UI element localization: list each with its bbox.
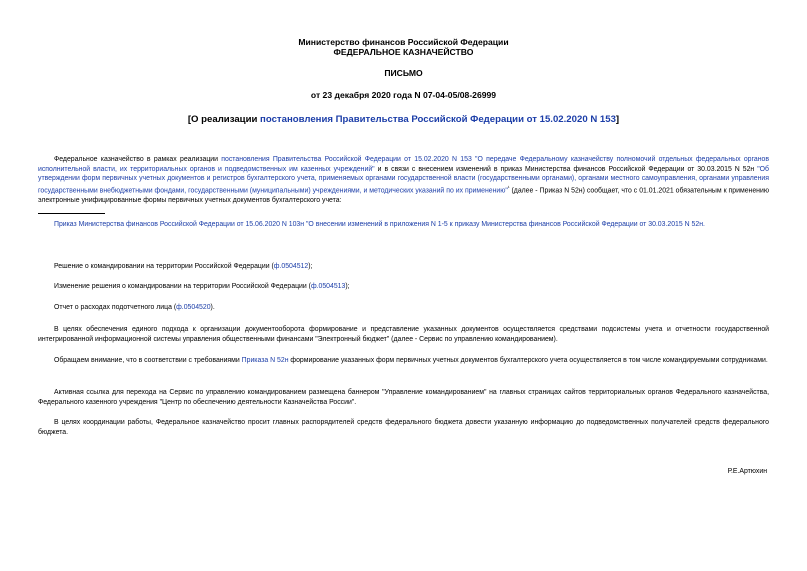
footnote-divider — [38, 213, 105, 214]
paragraph-attention — [38, 356, 769, 366]
subject-close: ] — [615, 114, 620, 125]
paragraph-active-link: Активная ссылка для перехода на Сервис по управлению командированием размещена баннером "Управление командированием" на главных страницах сайтов территориальных органов Федерального казначейства, Федерального казенного учреждения "Центр по обеспечению деятельности Казначейства России". — [38, 389, 769, 406]
para3-text-2: формирование указанных форм первичных учетных документов бухгалтерского учета осуществляется в том числе командируемыми сотрудниками. — [288, 357, 768, 364]
para1-text-3: (далее - Приказ N 52н) сообщает, что с 01.01.2021 обязательным к применению электронные унифицированные формы первичных учетных документов бухгалтерского учета: — [38, 187, 769, 204]
footnote — [38, 220, 769, 230]
item2-end: ); — [345, 283, 350, 290]
ministry-name: Министерство финансов Российской Федерации — [298, 37, 509, 47]
para1-text-1: Федеральное казначейство в рамках реализации — [54, 156, 222, 163]
footnote-link[interactable]: Приказ Министерства финансов Российской Федерации от 15.06.2020 N 103н "О внесении изменений в приложения N 1-5 к приказу Министерства финансов Российской Федерации от 30.03.2015 N 52н. — [54, 221, 705, 228]
subject-open: [О реализации — [187, 114, 261, 125]
paragraph-document-flow: В целях обеспечения единого подхода к организации документооборота формирование и представление указанных документов осуществляется средствами подсистемы учета и отчетности государственной интегрированной информационной системы управления общественными финансами "Электронный бюджет" (далее - Сервис по управлению командированием). — [38, 326, 769, 343]
list-item-2 — [38, 282, 769, 292]
form-0504513-link[interactable]: ф.0504513 — [310, 283, 346, 290]
item3-text: Отчет о расходах подотчетного лица ( — [54, 304, 177, 311]
subject-link[interactable]: постановления Правительства Российской Федерации от 15.02.2020 N 153 — [260, 114, 616, 125]
para1-text-2: и в связи с внесением изменений в приказ Министерства финансов Российской Федерации от 30.03.2015 N 52н — [374, 165, 758, 173]
list-item-1 — [38, 262, 769, 272]
document-type: ПИСЬМО — [384, 68, 423, 78]
form-0504512-link[interactable]: ф.0504512 — [273, 263, 309, 270]
order-52n-link[interactable]: Приказа N 52н — [241, 357, 289, 364]
item2-text: Изменение решения о командировании на территории Российской Федерации ( — [54, 283, 311, 290]
document-date-number: от 23 декабря 2020 года N 07-04-05/08-26999 — [310, 90, 497, 100]
paragraph-coordination: В целях координации работы, Федеральное казначейство просит главных распорядителей средств федерального бюджета довести указанную информацию до подведомственных получателей средств федерального бюджета. — [38, 419, 769, 436]
form-0504520-link[interactable]: ф.0504520 — [176, 304, 211, 311]
document-subject — [0, 114, 807, 126]
para3-text-1: Обращаем внимание, что в соответствии с требованиями — [54, 357, 242, 364]
item3-end: ). — [210, 304, 215, 311]
list-item-3 — [38, 303, 769, 313]
item1-text: Решение о командировании на территории Российской Федерации ( — [54, 263, 274, 270]
treasury-name: ФЕДЕРАЛЬНОЕ КАЗНАЧЕЙСТВО — [333, 47, 474, 57]
decree-153-link[interactable]: постановления Правительства Российской Федерации от 15.02.2020 N 153 "О передаче Федеральному казначейству полномочий отдельных федеральных органов исполнительной власти, их территориальных органов и подведомственных им казенных учреждений" — [38, 156, 770, 173]
signature: Р.Е.Артюхин — [727, 468, 767, 475]
item1-end: ); — [308, 263, 313, 270]
paragraph-intro — [38, 155, 769, 205]
order-52n-title-link[interactable]: "Об утверждении форм первичных учетных документов и регистров бухгалтерского учета, применяемых органами государственной власти (государственными органами), органами местного самоуправления, органами управления государственными внебюджетными фондами, государственными (муниципальными) учреждениями, и методических указаний по их применению" — [38, 165, 769, 195]
footnote-mark[interactable]: ¹ — [507, 184, 510, 191]
